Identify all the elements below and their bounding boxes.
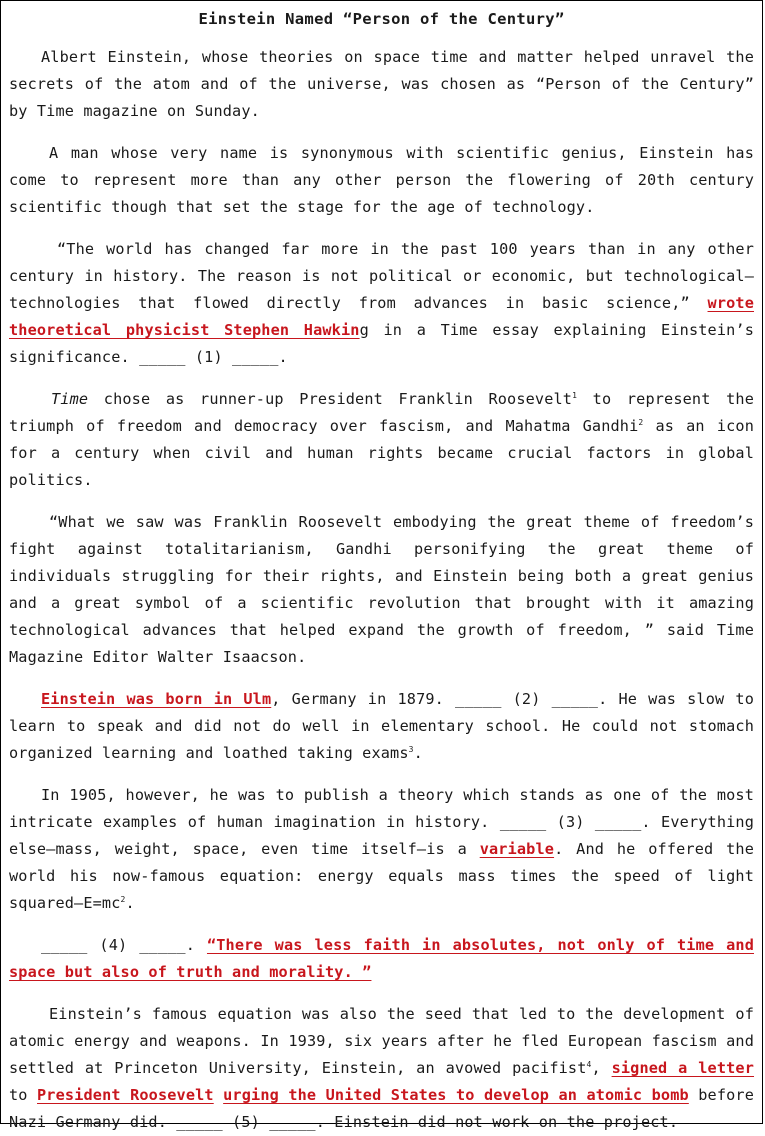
paragraph-7-text-c: . [125,894,135,912]
paragraph-4-text-c: as an icon for a century when civil and human rights became crucial factors in global politics. [9,417,754,489]
paragraph-3 [9,236,754,371]
paragraph-9-text-a: Einstein’s famous equation was also the seed that led to the development of atomic energy and weapons. In 1939, six years after he fled European fascism and settled at Princeton University, Einstein, an avowed pacifist [9,1005,754,1077]
paragraph-9-text-b: , [591,1059,612,1077]
paragraph-4 [9,386,754,494]
paragraph-9-text-c: to [9,1086,38,1104]
paragraph-9 [9,1001,754,1136]
footnote-2: 2 [638,417,644,427]
paragraph-4-text-b: to represent the triumph of freedom and democracy over fascism, and Mahatma Gandhi [9,390,754,435]
highlight-variable: variable [479,840,555,858]
paragraph-8 [9,932,754,986]
paragraph-8-text-a: _____ (4) _____. [41,936,207,954]
paragraph-9-text-e: before Nazi Germany did. _____ (5) _____. Einstein did not work on the project. [9,1086,754,1131]
paragraph-3-text-b: g in a Time essay explaining Einstein’s significance. _____ (1) _____. [9,321,754,366]
paragraph-6-text-b: . [413,744,423,762]
paragraph-7-text-a: In 1905, however, he was to publish a theory which stands as one of the most intricate examples of human imagination in history. _____ (3) _____. Everything else—mass, weight, space, even time itself—is a [9,786,754,858]
highlight-born-ulm: Einstein was born in Ulm [41,690,272,708]
highlight-less-faith: “There was less faith in absolutes, not only of time and space but also of truth and morality. ” [9,936,754,981]
highlight-atomic-bomb: urging the United States to develop an atomic bomb [223,1086,689,1104]
footnote-1: 1 [572,390,578,400]
superscript-squared: 2 [120,894,126,904]
paragraph-3-text-a: “The world has changed far more in the past 100 years than in any other century in history. The reason is not political or economic, but technological—technologies that flowed directly from advances in basic science,” [9,240,754,312]
highlight-signed-letter: signed a letter [611,1059,755,1077]
paragraph-9-text-d [214,1086,223,1104]
paragraph-1: Albert Einstein, whose theories on space time and matter helped unravel the secrets of the atom and of the universe, was chosen as “Person of the Century” by Time magazine on Sunday. [9,48,754,120]
highlight-hawking: wrote theoretical physicist Stephen Hawkin [9,294,754,339]
highlight-president-roosevelt: President Roosevelt [37,1086,214,1104]
paragraph-2: A man whose very name is synonymous with scientific genius, Einstein has come to represent more than any other person the flowering of 20th century scientific though that set the stage for the age of technology. [9,144,754,216]
paragraph-4-text-a: chose as runner-up President Franklin Roosevelt [88,390,573,408]
paragraph-7-text-b: . And he offered the world his now-famous equation: energy equals mass times the speed of light squared—E=mc [9,840,754,912]
footnote-4: 4 [586,1059,592,1069]
paragraph-6 [9,686,754,767]
paragraph-7 [9,782,754,917]
article-title: Einstein Named “Person of the Century” [198,10,565,28]
footnote-3: 3 [408,744,414,754]
paragraph-6-text-a: , Germany in 1879. _____ (2) _____. He was slow to learn to speak and did not do well in elementary school. He could not stomach organized learning and loathed taking exams [9,690,754,762]
paragraph-5: “What we saw was Franklin Roosevelt embodying the great theme of freedom’s fight against totalitarianism, Gandhi personifying the great theme of individuals struggling for their rights, and Einstein being both a great genius and a great symbol of a scientific revolution that brought with it amazing technological advances that helped expand the growth of freedom, ” said Time Magazine Editor Walter Isaacson. [9,513,754,666]
time-magazine-italic: Time [51,390,89,408]
